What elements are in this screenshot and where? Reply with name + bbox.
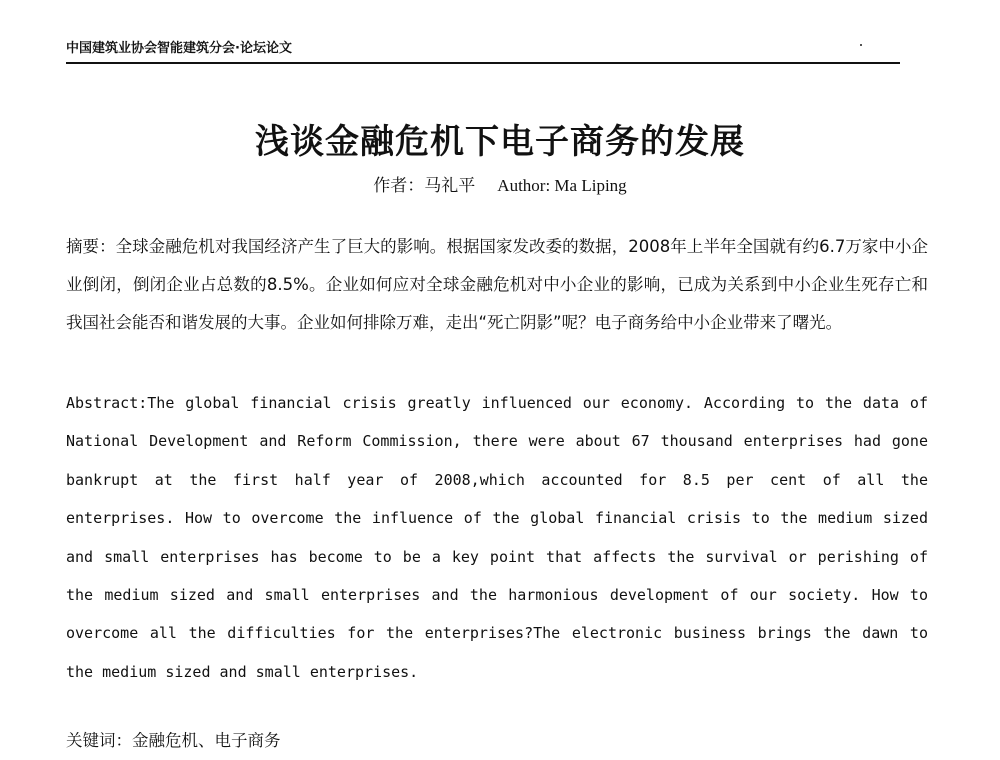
abstract-english-label: Abstract: [66, 394, 148, 412]
running-header [66, 40, 900, 64]
author-label-en: Author: Ma Liping [497, 176, 627, 195]
keywords-label: 关键词： [66, 731, 132, 750]
keywords-text: 金融危机、电子商务 [132, 731, 281, 750]
header-mark [860, 44, 862, 46]
abstract-english-text: The global financial crisis greatly influenced our economy. According to the data of National Development and Reform Commission, there were about 67 thousand enterprises had gone bankrupt at the first half year of 2008,which accounted for 8.5 per cent of all the enterprises. How to overcome the influence of the global financial crisis to the medium sized and small enterprises has become to be a key point that affects the survival or perishing of the medium sized and small enterprises and the harmonious development of our society. How to overcome all the difficulties for the enterprises?The electronic business brings the dawn to the medium sized and small enterprises. [66, 394, 928, 681]
abstract-english [66, 384, 928, 691]
author-byline [0, 174, 1000, 198]
article-title: 浅谈金融危机下电子商务的发展 [255, 122, 745, 162]
keywords [66, 728, 928, 754]
abstract-chinese [66, 228, 928, 342]
abstract-chinese-label: 摘要： [66, 237, 116, 256]
running-header-text: 中国建筑业协会智能建筑分会·论坛论文 [66, 41, 292, 56]
author-label-cn: 作者：马礼平 [373, 176, 476, 196]
abstract-chinese-text: 全球金融危机对我国经济产生了巨大的影响。根据国家发改委的数据，2008年上半年全国就有约6.7万家中小企业倒闭，倒闭企业占总数的8.5%。企业如何应对全球金融危机对中小企业的影响，已成为关系到中小企业生死存亡和我国社会能否和谐发展的大事。企业如何排除万难，走出“死亡阴影”呢？电子商务给中小企业带来了曙光。 [66, 237, 928, 332]
